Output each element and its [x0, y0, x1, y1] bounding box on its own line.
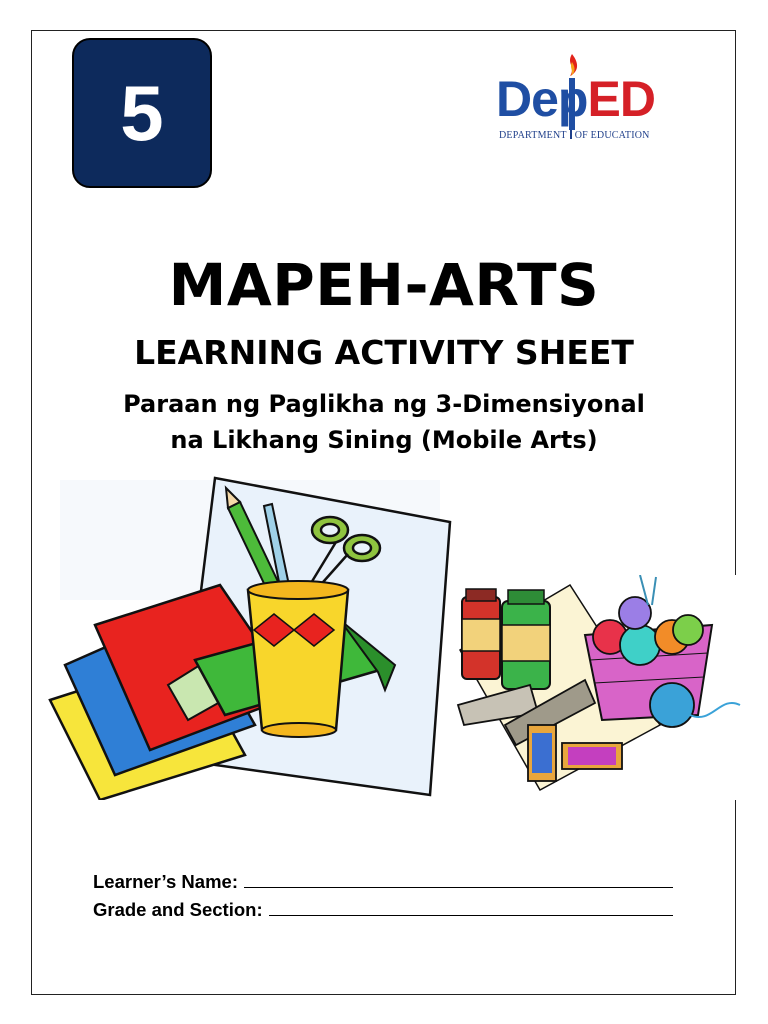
grade-section-field[interactable] — [93, 896, 673, 924]
grade-badge — [72, 38, 212, 188]
deped-logo — [496, 52, 676, 147]
topic-line-2: na Likhang Sining (Mobile Arts) — [170, 426, 598, 454]
cup-icon — [248, 581, 348, 737]
page-subtitle: LEARNING ACTIVITY SHEET — [134, 333, 634, 372]
logo-wordmark: DepED — [496, 71, 655, 127]
topic-line-1: Paraan ng Paglikha ng 3-Dimensiyonal — [123, 390, 645, 418]
paint-jar-icon — [462, 589, 500, 679]
yarn-and-paint-illustration — [450, 575, 750, 800]
paint-jar-icon — [502, 590, 550, 689]
grade-section-blank[interactable] — [269, 897, 673, 916]
topic-title — [0, 386, 768, 458]
art-supplies-illustration — [40, 470, 460, 800]
page-title: MAPEH-ARTS — [168, 251, 600, 319]
grade-number: 5 — [120, 69, 164, 157]
thread-spool-icon — [562, 743, 622, 769]
learner-name-label: Learner’s Name: — [93, 871, 238, 892]
logo-subtitle: DEPARTMENT OF EDUCATION — [499, 130, 650, 141]
grade-section-label: Grade and Section: — [93, 899, 263, 920]
learner-name-blank[interactable] — [244, 869, 673, 888]
thread-spool-icon — [528, 725, 556, 781]
learner-name-field[interactable] — [93, 868, 673, 896]
learner-info-fields — [93, 868, 673, 924]
